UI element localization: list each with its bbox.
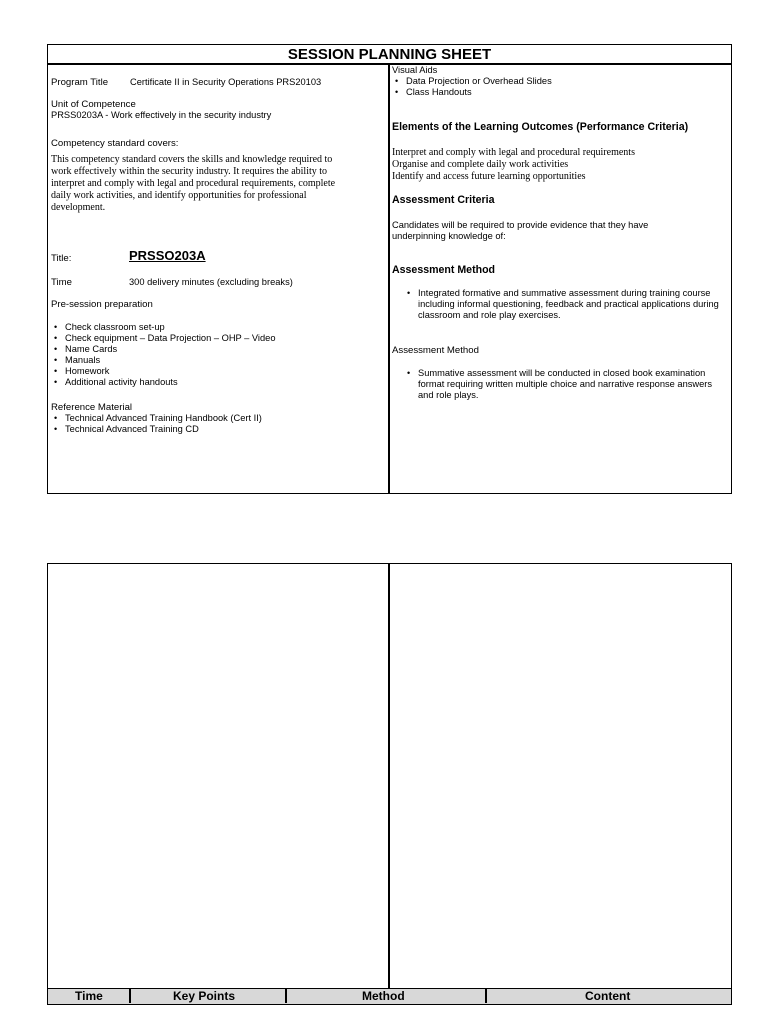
list-item: • Additional activity handouts [51,377,276,388]
list-item: • Summative assessment will be conducted in closed book examination format requiring written multiple choice and narrative response answers and role plays. [404,368,720,401]
list-item: • Check equipment – Data Projection – OHP – Video [51,333,276,344]
elements-heading: Elements of the Learning Outcomes (Performance Criteria) [392,121,689,133]
list-item: • Homework [51,366,276,377]
visual-aids-list [392,76,552,98]
list-item: • Data Projection or Overhead Slides [392,76,552,87]
title-divider [47,63,732,65]
column-header-time: Time [75,989,103,1003]
competency-line-5: development. [51,202,106,213]
pre-session-list [51,322,276,388]
list-item: • Technical Advanced Training CD [51,424,262,435]
criteria-line-2: underpinning knowledge of: [392,231,506,241]
unit-of-competence-label: Unit of Competence [51,99,136,110]
criteria-line-1: Candidates will be required to provide evidence that they have [392,220,649,230]
element-line-2: Organise and complete daily work activities [392,159,569,170]
list-item: • Technical Advanced Training Handbook (Cert II) [51,413,262,424]
competency-covers-label: Competency standard covers: [51,138,179,149]
unit-of-competence-value: PRSS0203A - Work effectively in the security industry [51,110,272,120]
column-header-content: Content [585,989,631,1003]
reference-material-label: Reference Material [51,402,133,413]
list-item: • Integrated formative and summative assessment during training course including informal questioning, feedback and practical applications during classroom and role play exercises. [404,288,720,321]
element-line-3: Identify and access future learning opportunities [392,171,586,182]
competency-line-2: work effectively within the security industry. It requires the ability to [51,166,328,177]
list-item: • Check classroom set-up [51,322,276,333]
program-title-value: Certificate II in Security Operations PRS20103 [130,77,322,87]
assessment-method-label-2: Assessment Method [392,345,479,356]
column-divider [388,63,390,494]
competency-line-4: daily work activities, and identify opportunities for professional [51,190,307,201]
list-item: • Name Cards [51,344,276,355]
column-header-method: Method [362,989,405,1003]
pre-session-label: Pre-session preparation [51,299,153,310]
column-header-row [47,988,732,1005]
reference-list [51,413,262,435]
page-title: SESSION PLANNING SHEET [287,46,492,63]
notes-column-divider [388,563,390,988]
time-value: 300 delivery minutes (excluding breaks) [129,277,293,287]
element-line-1: Interpret and comply with legal and procedural requirements [392,147,635,158]
column-header-key-points: Key Points [173,989,236,1003]
unit-code-title: PRSSO203A [129,248,206,263]
competency-line-1: This competency standard covers the skills and knowledge required to [51,154,333,165]
column-separator [485,989,487,1003]
competency-line-3: interpret and comply with legal and procedural requirements, complete [51,178,336,189]
column-separator [285,989,287,1003]
list-item: • Manuals [51,355,276,366]
assessment-criteria-heading: Assessment Criteria [392,194,495,206]
visual-aids-label: Visual Aids [392,65,438,75]
time-label: Time [51,277,72,288]
assessment-method-list [404,288,720,321]
title-label: Title: [51,253,72,264]
assessment-method-heading: Assessment Method [392,264,496,276]
assessment-method-list-2 [404,368,720,401]
planning-notes-box [47,563,732,1005]
program-title-label: Program Title [51,77,109,88]
list-item: • Class Handouts [392,87,552,98]
column-separator [129,989,131,1003]
